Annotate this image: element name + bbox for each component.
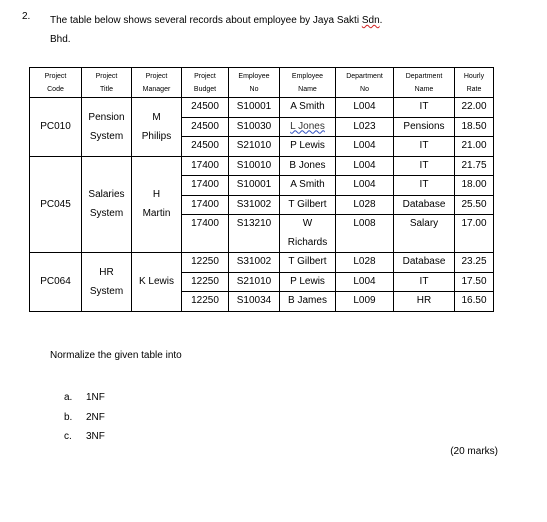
header-project-title: Project Title bbox=[82, 68, 132, 98]
employee-no-cell: S10001 bbox=[229, 98, 280, 118]
department-no-cell: L008 bbox=[336, 215, 394, 253]
budget-cell: 17400 bbox=[182, 215, 229, 253]
budget-cell: 17400 bbox=[182, 156, 229, 176]
question-text bbox=[50, 11, 470, 49]
table-row bbox=[30, 156, 494, 176]
hourly-rate-cell: 17.50 bbox=[455, 272, 494, 292]
header-project-code: Project Code bbox=[30, 68, 82, 98]
department-no-cell: L004 bbox=[336, 137, 394, 157]
department-name-cell: Salary bbox=[394, 215, 455, 253]
spellcheck-flagged-name: L Jones bbox=[290, 120, 325, 132]
project-title-cell: Salaries System bbox=[82, 156, 132, 253]
hourly-rate-cell: 17.00 bbox=[455, 215, 494, 253]
employee-no-cell: S10010 bbox=[229, 156, 280, 176]
employee-no-cell: S10001 bbox=[229, 176, 280, 196]
employee-name-cell: T Gilbert bbox=[280, 253, 336, 273]
employee-table bbox=[29, 67, 494, 312]
employee-name-cell: A Smith bbox=[280, 98, 336, 118]
project-title-cell: HR System bbox=[82, 253, 132, 312]
project-code-cell: PC064 bbox=[30, 253, 82, 312]
employee-no-cell: S13210 bbox=[229, 215, 280, 253]
department-no-cell: L004 bbox=[336, 176, 394, 196]
department-name-cell: HR bbox=[394, 292, 455, 312]
department-name-cell: IT bbox=[394, 98, 455, 118]
employee-no-cell: S31002 bbox=[229, 253, 280, 273]
header-employee-name: Employee Name bbox=[280, 68, 336, 98]
header-project-manager: Project Manager bbox=[132, 68, 182, 98]
employee-name-cell: B Jones bbox=[280, 156, 336, 176]
hourly-rate-cell: 18.50 bbox=[455, 117, 494, 137]
project-code-cell: PC010 bbox=[30, 98, 82, 157]
budget-cell: 17400 bbox=[182, 195, 229, 215]
budget-cell: 12250 bbox=[182, 292, 229, 312]
employee-name-cell: W Richards bbox=[280, 215, 336, 253]
project-manager-cell: H Martin bbox=[132, 156, 182, 253]
header-department-no: Department No bbox=[336, 68, 394, 98]
hourly-rate-cell: 16.50 bbox=[455, 292, 494, 312]
budget-cell: 12250 bbox=[182, 253, 229, 273]
employee-name-cell bbox=[280, 117, 336, 137]
department-no-cell: L028 bbox=[336, 195, 394, 215]
list-item: a. 1NF bbox=[64, 392, 105, 403]
normalize-instruction: Normalize the given table into bbox=[50, 350, 182, 361]
header-department-name: Department Name bbox=[394, 68, 455, 98]
hourly-rate-cell: 23.25 bbox=[455, 253, 494, 273]
employee-no-cell: S10030 bbox=[229, 117, 280, 137]
employee-name-cell: T Gilbert bbox=[280, 195, 336, 215]
department-no-cell: L028 bbox=[336, 253, 394, 273]
department-no-cell: L009 bbox=[336, 292, 394, 312]
department-no-cell: L004 bbox=[336, 272, 394, 292]
project-manager-cell: M Philips bbox=[132, 98, 182, 157]
marks-label: (20 marks) bbox=[450, 446, 498, 457]
list-item: b. 2NF bbox=[64, 411, 105, 423]
options-list bbox=[64, 388, 105, 447]
hourly-rate-cell: 22.00 bbox=[455, 98, 494, 118]
table-row bbox=[30, 98, 494, 118]
question-text-line2: Bhd. bbox=[50, 34, 71, 45]
department-name-cell: Database bbox=[394, 195, 455, 215]
question-text-main: The table below shows several records about employee by Jaya Sakti bbox=[50, 15, 362, 26]
list-item: c. 3NF bbox=[64, 431, 105, 442]
table-row bbox=[30, 253, 494, 273]
department-no-cell: L004 bbox=[336, 98, 394, 118]
spellcheck-flagged-word: Sdn bbox=[361, 15, 380, 26]
department-name-cell: IT bbox=[394, 272, 455, 292]
question-number: 2. bbox=[22, 11, 31, 22]
department-name-cell: Database bbox=[394, 253, 455, 273]
employee-name-cell: A Smith bbox=[280, 176, 336, 196]
hourly-rate-cell: 21.75 bbox=[455, 156, 494, 176]
hourly-rate-cell: 25.50 bbox=[455, 195, 494, 215]
budget-cell: 17400 bbox=[182, 176, 229, 196]
department-name-cell: IT bbox=[394, 156, 455, 176]
employee-no-cell: S31002 bbox=[229, 195, 280, 215]
employee-name-cell: P Lewis bbox=[280, 137, 336, 157]
department-name-cell: Pensions bbox=[394, 117, 455, 137]
budget-cell: 24500 bbox=[182, 98, 229, 118]
budget-cell: 24500 bbox=[182, 117, 229, 137]
department-no-cell: L004 bbox=[336, 156, 394, 176]
header-hourly-rate: Hourly Rate bbox=[455, 68, 494, 98]
employee-no-cell: S10034 bbox=[229, 292, 280, 312]
header-project-budget: Project Budget bbox=[182, 68, 229, 98]
question-text-end: . bbox=[379, 15, 383, 26]
project-code-cell: PC045 bbox=[30, 156, 82, 253]
budget-cell: 12250 bbox=[182, 272, 229, 292]
department-no-cell: L023 bbox=[336, 117, 394, 137]
employee-no-cell: S21010 bbox=[229, 137, 280, 157]
employee-no-cell: S21010 bbox=[229, 272, 280, 292]
header-employee-no: Employee No bbox=[229, 68, 280, 98]
hourly-rate-cell: 21.00 bbox=[455, 137, 494, 157]
employee-name-cell: P Lewis bbox=[280, 272, 336, 292]
employee-name-cell: B James bbox=[280, 292, 336, 312]
budget-cell: 24500 bbox=[182, 137, 229, 157]
department-name-cell: IT bbox=[394, 176, 455, 196]
project-title-cell: Pension System bbox=[82, 98, 132, 157]
table-header-row bbox=[30, 68, 494, 98]
project-manager-cell: K Lewis bbox=[132, 253, 182, 312]
hourly-rate-cell: 18.00 bbox=[455, 176, 494, 196]
department-name-cell: IT bbox=[394, 137, 455, 157]
